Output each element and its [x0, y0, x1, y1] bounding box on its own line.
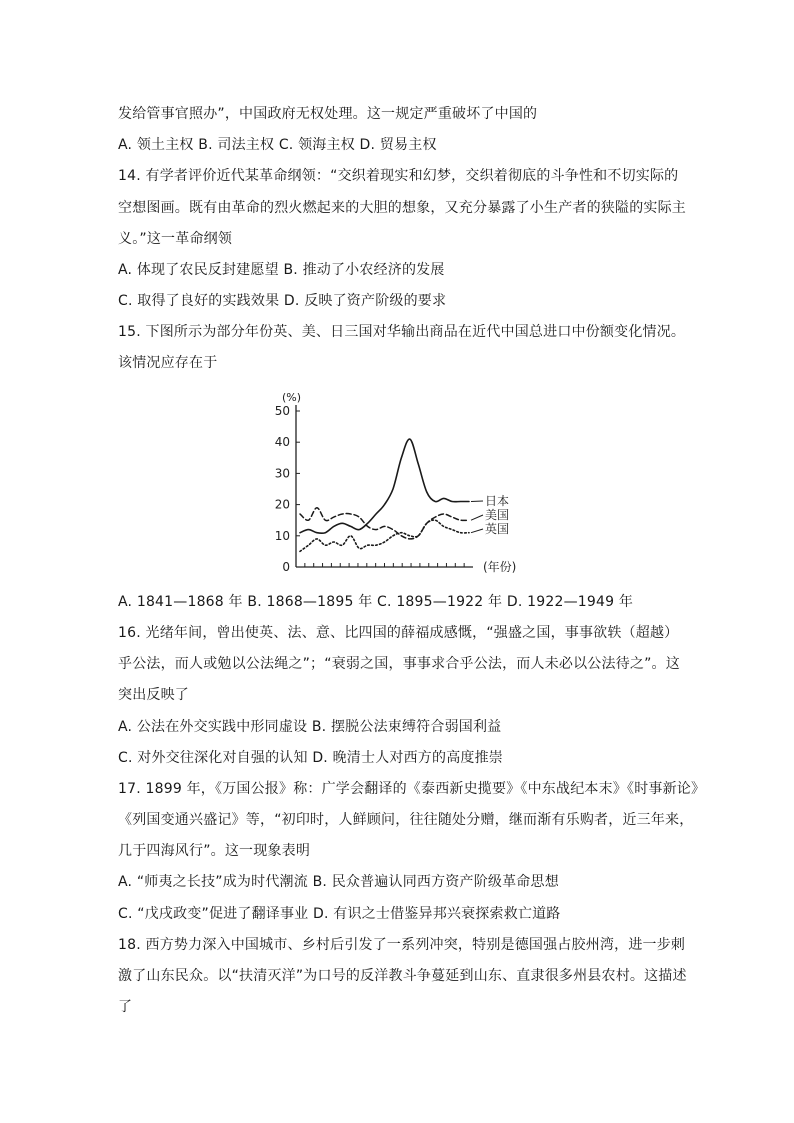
y-tick-label: 40: [274, 435, 290, 450]
series-line-2: [300, 508, 469, 539]
q17-stem-line3: 几于四海风行”。这一现象表明: [118, 843, 311, 859]
q13-text-line: 发给管事官照办”，中国政府无权处理。这一规定严重破坏了中国的: [118, 106, 538, 122]
y-tick-label: 30: [274, 466, 290, 481]
legend-label-1: 日本: [485, 494, 510, 508]
legend-leader-2: [471, 515, 483, 520]
q16-options-cd: C. 对外交往深化对自强的认知 D. 晚清士人对西方的高度推崇: [118, 750, 504, 766]
import-share-chart: [268, 384, 530, 580]
y-tick-label: 20: [274, 497, 290, 512]
chart-svg: [268, 384, 530, 580]
q16-stem-line3: 突出反映了: [118, 687, 189, 703]
q14-stem-line2: 空想图画。既有由革命的烈火燃起来的大胆的想象，又充分暴露了小生产者的狭隘的实际主: [118, 200, 686, 216]
q16-options-ab: A. 公法在外交实践中形同虚设 B. 摆脱公法束缚符合弱国利益: [118, 719, 502, 735]
y-tick-label: 50: [274, 404, 290, 418]
q14-stem-line1: 14. 有学者评价近代某革命纲领：“交织着现实和幻梦，交织着彻底的斗争性和不切实际的: [118, 168, 679, 184]
q17-stem-line1: 17. 1899 年，《万国公报》称：广学会翻译的《泰西新史揽要》《中东战纪本末》《时事新论》: [118, 781, 706, 797]
y-axis-label: (%): [282, 391, 302, 404]
q14-stem-line3: 义。”这一革命纲领: [118, 231, 233, 247]
q18-stem-line3: 了: [118, 999, 133, 1015]
q17-stem-line2: 《列国变通兴盛记》等，“初印时，人鲜顾问，往往随处分赠，继而渐有乐购者，近三年来，: [118, 812, 694, 828]
legend-label-2: 美国: [485, 508, 510, 522]
q15-stem-line2: 该情况应存在于: [118, 355, 218, 371]
q16-stem-line1: 16. 光绪年间，曾出使英、法、意、比四国的薛福成感慨，“强盛之国，事事欲轶（超越）: [118, 625, 679, 641]
q18-stem-line1: 18. 西方势力深入中国城市、乡村后引发了一系列冲突，特别是德国强占胶州湾，进一步刺: [118, 937, 686, 953]
q13-options: A. 领土主权 B. 司法主权 C. 领海主权 D. 贸易主权: [118, 137, 437, 153]
q14-options-cd: C. 取得了良好的实践效果 D. 反映了资产阶级的要求: [118, 293, 447, 309]
x-axis-label: (年份): [483, 560, 517, 574]
q17-options-ab: A. “师夷之长技”成为时代潮流 B. 民众普遍认同西方资产阶级革命思想: [118, 874, 559, 890]
q14-options-ab: A. 体现了农民反封建愿望 B. 推动了小农经济的发展: [118, 262, 445, 278]
series-line-1: [300, 439, 469, 533]
legend-leader-3: [471, 529, 483, 533]
q15-stem-line1: 15. 下图所示为部分年份英、美、日三国对华输出商品在近代中国总进口中份额变化情况。: [118, 324, 686, 340]
y-tick-label: 0: [282, 560, 290, 574]
q17-options-cd: C. “戊戌政变”促进了翻译事业 D. 有识之士借鉴异邦兴衰探索救亡道路: [118, 906, 561, 922]
q18-stem-line2: 激了山东民众。以“扶清灭洋”为口号的反洋教斗争蔓延到山东、直隶很多州县农村。这描述: [118, 968, 687, 984]
series-line-3: [300, 520, 469, 551]
q15-options: A. 1841—1868 年 B. 1868—1895 年 C. 1895—1922 年 D. 1922—1949 年: [118, 594, 634, 610]
q16-stem-line2: 乎公法，而人或勉以公法绳之”；“衰弱之国，事事求合乎公法，而人未必以公法待之”。这: [118, 656, 680, 672]
y-tick-label: 10: [274, 528, 290, 543]
legend-label-3: 英国: [485, 522, 510, 536]
